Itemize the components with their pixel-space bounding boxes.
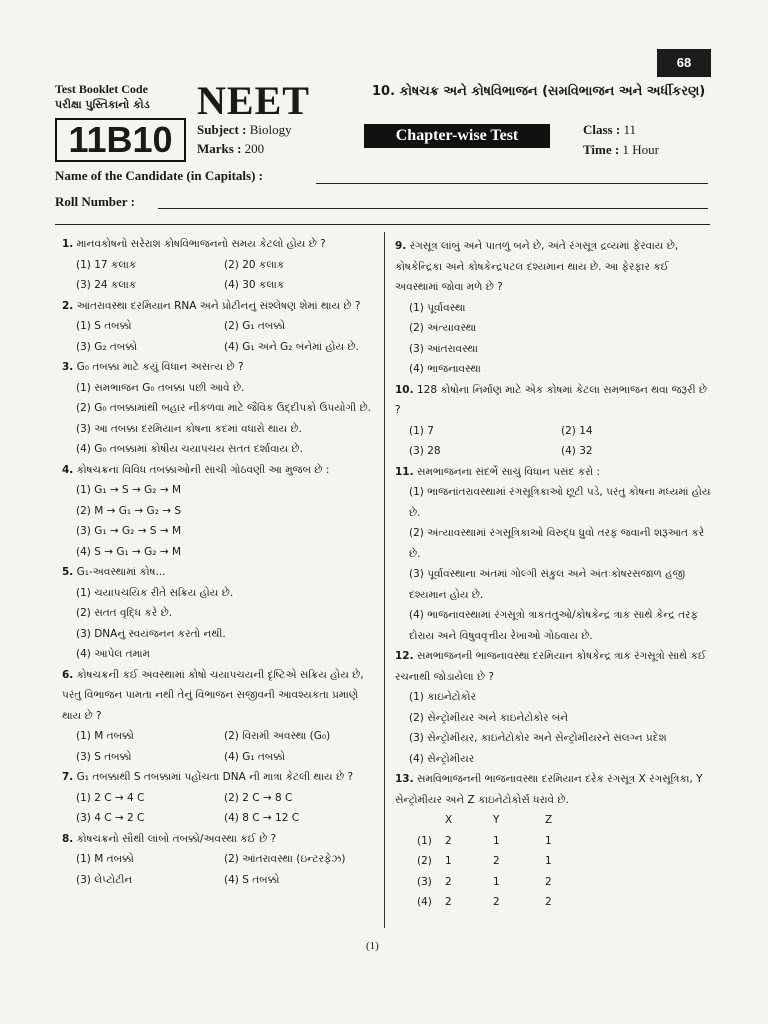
option[interactable]: (3) DNAનું સ્વયંજનન કરતો નથી. xyxy=(76,627,226,640)
table-row[interactable] xyxy=(395,892,713,913)
option[interactable]: (2) 20 કલાક xyxy=(224,258,285,271)
column-header: X xyxy=(445,814,453,826)
cell-z: 2 xyxy=(545,875,552,888)
option[interactable]: (3) S તબક્કો xyxy=(76,750,132,763)
booklet-code-label: Test Booklet Code xyxy=(55,82,148,96)
question-number: 11. xyxy=(395,465,414,478)
column-divider xyxy=(384,232,385,928)
question-text: કોષચક્રનો સૌથી લાંબો તબક્કો/અવસ્થા કઈ છે ? xyxy=(76,832,277,845)
roll-number-field[interactable] xyxy=(158,208,708,209)
left-column xyxy=(62,234,374,890)
row-label: (2) xyxy=(417,855,432,867)
class-label: Class : xyxy=(583,122,621,137)
question-text: માનવકોષનો સરેરાશ કોષવિભાજનનો સમય કેટલો હોય છે ? xyxy=(76,238,326,250)
table-row[interactable] xyxy=(395,851,713,872)
question-12 xyxy=(395,646,713,769)
time-value: 1 Hour xyxy=(622,142,659,157)
roll-number-label: Roll Number : xyxy=(55,194,135,209)
question-text: 128 કોષોના નિર્માણ માટે એક કોષમાં કેટલા સમભાજન થવા જરૂરી છે ? xyxy=(395,383,708,416)
test-type-banner: Chapter-wise Test xyxy=(364,124,550,148)
question-text: સમભાજનની ભાજનાવસ્થા દરમિયાન કોષકેન્દ્ર ત્રાક રંગસૂત્રો સાથે કઈ રચનાથી જોડાયેલા છે ? xyxy=(395,650,707,683)
row-label: (3) xyxy=(417,875,432,888)
option[interactable]: (4) સેન્ટ્રોમીયર xyxy=(409,752,475,765)
option[interactable]: (4) 8 C → 12 C xyxy=(224,812,300,824)
marks-line xyxy=(197,141,264,157)
row-label: (4) xyxy=(417,896,432,908)
question-number: 13. xyxy=(395,773,414,785)
question-text: G₁ તબક્કાથી S તબક્કામાં પહોંચતા DNA ની માત્રા કેટલી થાય છે ? xyxy=(76,771,354,783)
option[interactable]: (3) પૂર્વાવસ્થાના અંતમાં ગોલ્ગી સંકુલ અને અંતઃકોષરસજાળ હજી દશ્યમાન હોય છે. xyxy=(409,568,686,601)
option[interactable]: (4) G₀ તબક્કામાં કોષીય ચયાપચય સતત દર્શાવાય છે. xyxy=(76,443,303,455)
option[interactable]: (3) 4 C → 2 C xyxy=(76,812,145,824)
question-text: સમભાજનના સંદર્ભે સાચું વિધાન પસંદ કરો : xyxy=(416,465,601,478)
candidate-name-label: Name of the Candidate (in Capitals) : xyxy=(55,168,263,183)
question-number: 9. xyxy=(395,240,407,252)
question-1 xyxy=(62,234,374,296)
option[interactable]: (2) G₁ તબક્કો xyxy=(224,320,286,332)
option[interactable]: (2) સતત વૃદ્ધિ કરે છે. xyxy=(76,607,173,619)
question-number: 7. xyxy=(62,771,74,783)
option[interactable]: (1) 7 xyxy=(409,424,434,437)
option[interactable]: (1) S તબક્કો xyxy=(76,320,132,332)
option[interactable]: (3) G₂ તબક્કો xyxy=(76,340,138,353)
marks-value: 200 xyxy=(244,141,265,156)
option[interactable]: (1) 2 C → 4 C xyxy=(76,791,145,804)
subject-value: Biology xyxy=(249,122,292,137)
cell-z: 2 xyxy=(545,896,552,908)
option[interactable]: (2) અંત્યાવસ્થા xyxy=(409,322,477,334)
page-number-badge: 68 xyxy=(657,49,711,77)
option[interactable]: (1) G₁ → S → G₂ → M xyxy=(76,484,182,496)
cell-z: 1 xyxy=(545,855,552,867)
option[interactable]: (4) 32 xyxy=(561,445,593,457)
option[interactable]: (3) આંતરાવસ્થા xyxy=(409,342,478,355)
question-8 xyxy=(62,829,374,891)
right-column xyxy=(395,236,713,913)
question-4 xyxy=(62,460,374,563)
option[interactable]: (3) સેન્ટ્રોમીયર, કાઇનેટોકોર અને સેન્ટ્રોમીયરને સંલગ્ન પ્રદેશ xyxy=(409,732,667,744)
question-2 xyxy=(62,296,374,358)
option[interactable]: (3) G₁ → G₂ → S → M xyxy=(76,525,182,537)
cell-y: 1 xyxy=(493,834,500,847)
question-text: સમવિભાજનની ભાજનાવસ્થા દરમિયાન દરેક રંગસૂત્ર X રંગસૂત્રિકા, Y સેન્ટ્રોમીયર અને Z કાઇનેટોકોર્સ ધરાવે છે. xyxy=(395,773,703,806)
question-number: 12. xyxy=(395,650,414,662)
option[interactable]: (2) 14 xyxy=(561,424,593,437)
option[interactable]: (4) S → G₁ → G₂ → M xyxy=(76,545,182,558)
question-5 xyxy=(62,562,374,665)
option[interactable]: (1) 17 કલાક xyxy=(76,258,137,271)
cell-y: 1 xyxy=(493,875,500,888)
option[interactable]: (4) S તબક્કો xyxy=(224,873,280,886)
option[interactable]: (1) કાઇનેટોકોર xyxy=(409,691,476,703)
class-value: 11 xyxy=(623,122,636,137)
option[interactable]: (3) આ તબક્કા દરમિયાન કોષના કદમાં વધારો થાય છે. xyxy=(76,422,302,435)
question-number: 8. xyxy=(62,832,74,845)
question-text: આંતરાવસ્થા દરમિયાન RNA અને પ્રોટીનનું સંશ્લેષણ શેમાં થાય છે ? xyxy=(76,299,361,312)
time-label: Time : xyxy=(583,142,620,157)
option[interactable]: (3) 28 xyxy=(409,445,441,457)
question-text: G₁-અવસ્થામાં કોષ... xyxy=(76,566,166,578)
exam-title: NEET xyxy=(197,78,310,123)
row-label: (1) xyxy=(417,834,432,847)
option[interactable]: (4) G₁ તબક્કો xyxy=(224,750,286,763)
table-row[interactable] xyxy=(395,831,713,852)
question-number: 5. xyxy=(62,566,74,578)
candidate-name-field[interactable] xyxy=(316,183,708,184)
question-number: 6. xyxy=(62,668,74,681)
question-text: G₀ તબક્કા માટે કયું વિધાન અસત્ય છે ? xyxy=(76,361,244,373)
option[interactable]: (2) 2 C → 8 C xyxy=(224,791,293,804)
cell-x: 1 xyxy=(445,855,452,867)
option[interactable]: (1) ચયાપચયિક રીતે સક્રિય હોય છે. xyxy=(76,586,234,599)
question-number: 4. xyxy=(62,463,74,476)
question-number: 3. xyxy=(62,361,74,373)
option[interactable]: (4) ભાજનાવસ્થામાં રંગસૂત્રો ત્રાકતંતુઓ/કોષકેન્દ્ર ત્રાક સાથે કેન્દ્ર તરફ દોરાય અને વિષુવવૃત્તીય રેખાઓ ગોઠવાય છે. xyxy=(409,609,698,642)
option[interactable]: (2) આંતરાવસ્થા (ઇન્ટરફેઝ) xyxy=(224,853,346,865)
question-9 xyxy=(395,236,713,380)
table-row[interactable] xyxy=(395,872,713,893)
class-line xyxy=(583,122,636,138)
option[interactable]: (4) G₁ અને G₂ બંનેમાં હોય છે. xyxy=(224,340,359,353)
option[interactable]: (2) સેન્ટ્રોમીયર અને કાઇનેટોકોર બંને xyxy=(409,711,569,724)
booklet-code: 11B10 xyxy=(55,118,186,162)
option[interactable]: (4) આપેલ તમામ xyxy=(76,648,151,660)
option[interactable]: (2) અંત્યાવસ્થામાં રંગસૂત્રિકાઓ વિરુદ્ધ ધ્રુવો તરફ જવાની શરૂઆત કરે છે. xyxy=(409,527,705,560)
cell-x: 2 xyxy=(445,834,452,847)
option[interactable]: (4) ભાજનાવસ્થા xyxy=(409,363,481,375)
subject-label: Subject : xyxy=(197,122,247,137)
option[interactable]: (1) M તબક્કો xyxy=(76,853,134,865)
option[interactable]: (1) ભાજનાંતરાવસ્થામાં રંગસૂત્રિકાઓ છૂટી પડે, પરંતુ કોષના મધ્યમાં હોય છે. xyxy=(409,486,711,519)
time-line xyxy=(583,142,659,158)
question-6 xyxy=(62,665,374,768)
question-7 xyxy=(62,767,374,829)
question-text: કોષચક્રના વિવિધ તબક્કાઓની સાચી ગોઠવણી આ મુજબ છે : xyxy=(76,463,330,476)
question-number: 10. xyxy=(395,383,414,396)
option[interactable]: (2) G₀ તબક્કામાંથી બહાર નીકળવા માટે જૈવિક ઉદ્દીપકો ઉપયોગી છે. xyxy=(76,402,371,414)
question-number: 2. xyxy=(62,299,74,312)
question-3 xyxy=(62,357,374,460)
option[interactable]: (1) સમભાજન G₀ તબક્કા પછી આવે છે. xyxy=(76,381,245,394)
question-11 xyxy=(395,462,713,647)
marks-label: Marks : xyxy=(197,141,242,156)
option[interactable]: (4) 30 કલાક xyxy=(224,279,285,291)
header-divider xyxy=(55,224,710,225)
question-10 xyxy=(395,380,713,462)
column-header: Z xyxy=(545,814,553,826)
question-text: રંગસૂત્ર લાંબું અને પાતળું બને છે, અંતે રંગસૂત્ર દ્રવ્યમાં ફેરવાય છે, કોષકેન્દ્રિકા અને કોષકેન્દ્રપટલ દશ્યમાન થાય છે. આ ફેરફાર કઈ અવસ્થામાં જોવા મળે છે ? xyxy=(395,240,679,293)
option[interactable]: (1) M તબક્કો xyxy=(76,730,134,742)
cell-z: 1 xyxy=(545,834,552,847)
cell-x: 2 xyxy=(445,896,452,908)
question-13 xyxy=(395,769,713,913)
option[interactable]: (2) વિરામી અવસ્થા (G₀) xyxy=(224,730,331,742)
cell-y: 2 xyxy=(493,896,500,908)
booklet-code-label-gujarati: પરીક્ષા પુસ્તિકાનો કોડ xyxy=(55,98,150,111)
option[interactable]: (2) M → G₁ → G₂ → S xyxy=(76,504,182,517)
option[interactable]: (1) પૂર્વાવસ્થા xyxy=(409,301,466,314)
question-text: કોષચક્રની કઈ અવસ્થામાં કોષો ચયાપચયની દૃષ્ટિએ સક્રિય હોય છે, પરંતુ વિભાજન પામતા નથી તેનું વિભાજન સજીવની આવશ્યકતા પ્રમાણે થાય છે ? xyxy=(62,668,364,722)
option[interactable]: (3) લેપ્ટોટીન xyxy=(76,873,133,886)
subject-line xyxy=(197,122,292,138)
page-footer-number: (1) xyxy=(366,940,379,952)
cell-y: 2 xyxy=(493,855,500,867)
question-number: 1. xyxy=(62,238,74,250)
chapter-title: 10. કોષચક્ર અને કોષવિભાજન (સમવિભાજન અને અર્ધીકરણ) xyxy=(372,84,706,99)
answer-table-header xyxy=(395,810,713,831)
cell-x: 2 xyxy=(445,875,452,888)
column-header: Y xyxy=(493,814,500,826)
option[interactable]: (3) 24 કલાક xyxy=(76,279,137,291)
